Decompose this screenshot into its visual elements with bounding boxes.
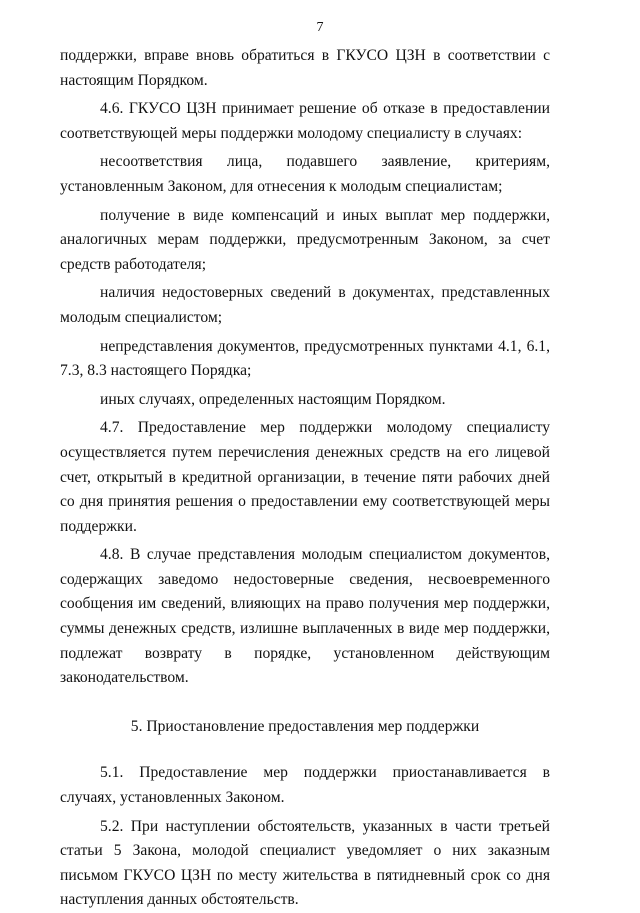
- list-item-5: иных случаях, определенных настоящим Порядком.: [100, 390, 446, 408]
- paragraph-continuation: поддержки, вправе вновь обратиться в ГКУСО ЦЗН в соответствии с настоящим Порядком.: [60, 47, 550, 89]
- list-item-4: непредставления документов, предусмотренных пунктами 4.1, 6.1, 7.3, 8.3 настоящего Порядка;: [60, 337, 550, 380]
- paragraph-4-6: 4.6. ГКУСО ЦЗН принимает решение об отказе в предоставлении соответствующей меры поддержки молодому специалисту в случаях:: [60, 100, 550, 142]
- list-item-2: получение в виде компенсаций и иных выплат мер поддержки, аналогичных мерам поддержки, предусмотренным Законом, за счет средств работодателя;: [60, 206, 550, 273]
- paragraph-5-2: 5.2. При наступлении обстоятельств, указанных в части третьей статьи 5 Закона, молодой специалист уведомляет о них заказным письмом ГКУСО ЦЗН по месту жительства в пятидневный срок со дня наступления данных обстоятельств.: [60, 817, 550, 909]
- paragraph-5-1: 5.1. Предоставление мер поддержки приостанавливается в случаях, установленных Законом.: [60, 764, 550, 807]
- list-item-3: наличия недостоверных сведений в документах, представленных молодым специалистом;: [60, 284, 550, 326]
- paragraph-4-7: 4.7. Предоставление мер поддержки молодому специалисту осуществляется путем перечисления денежных средств на его лицевой счет, открытый в кредитной организации, в течение пяти рабочих дней со дня принятия решения о предоставлении ему соответствующей меры поддержки.: [60, 419, 550, 535]
- list-item-1: несоответствия лица, подавшего заявление, критериям, установленным Законом, для отнесения к молодым специалистам;: [60, 153, 550, 195]
- paragraph-4-8: 4.8. В случае представления молодым специалистом документов, содержащих заведомо недостоверные сведения, несвоевременного сообщения им сведений, влияющих на право получения мер поддержки, суммы денежных средств, излишне выплаченных в виде мер поддержки, подлежат возврату в порядке, установленном действующим законодательством.: [60, 546, 550, 687]
- section-heading: 5. Приостановление предоставления мер поддержки: [130, 717, 480, 735]
- page-number: 7: [316, 20, 324, 35]
- document-body: [60, 44, 550, 913]
